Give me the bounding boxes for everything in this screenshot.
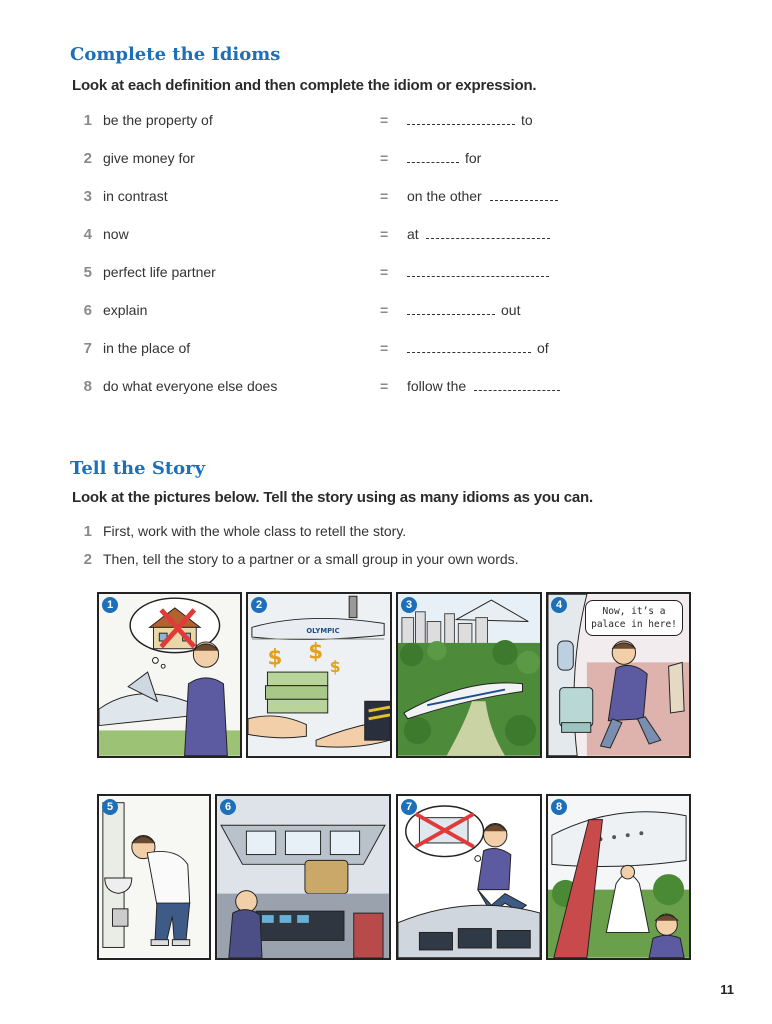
panel-number: 4 xyxy=(551,597,567,613)
panel-number: 8 xyxy=(551,799,567,815)
comic-panel-wedding xyxy=(546,794,691,960)
answer-blank[interactable] xyxy=(490,188,558,201)
comic-panel-cockpit xyxy=(215,794,391,960)
comic-panel-money xyxy=(246,592,392,758)
step-number: 2 xyxy=(83,551,92,568)
idiom-item xyxy=(0,264,772,286)
answer-prefix: follow the xyxy=(407,378,467,394)
idiom-item xyxy=(0,302,772,324)
equals-sign: = xyxy=(380,112,389,128)
item-number: 2 xyxy=(83,150,92,167)
panel-number: 6 xyxy=(220,799,236,815)
item-number: 6 xyxy=(83,302,92,319)
item-definition: be the property of xyxy=(103,112,213,128)
answer-suffix: to xyxy=(521,112,533,128)
illustration-buying-plane xyxy=(248,594,390,756)
item-definition: give money for xyxy=(103,150,195,166)
item-definition: in the place of xyxy=(103,340,191,356)
idiom-item xyxy=(0,150,772,172)
equals-sign: = xyxy=(380,188,389,204)
item-definition: explain xyxy=(103,302,148,318)
item-number: 7 xyxy=(83,340,92,357)
answer-blank[interactable] xyxy=(407,302,495,315)
panel-number: 2 xyxy=(251,597,267,613)
panel-number: 3 xyxy=(401,597,417,613)
answer-blank[interactable] xyxy=(426,226,550,239)
idiom-item xyxy=(0,378,772,400)
equals-sign: = xyxy=(380,302,389,318)
answer-blank[interactable] xyxy=(407,340,531,353)
comic-panel-bathroom xyxy=(97,794,211,960)
equals-sign: = xyxy=(380,378,389,394)
idiom-item xyxy=(0,340,772,362)
answer-blank[interactable] xyxy=(474,378,560,391)
comic-panel-thinking xyxy=(396,794,542,960)
svg-text:$: $ xyxy=(329,658,341,677)
idioms-instruction: Look at each definition and then complete the idiom or expression. xyxy=(72,77,537,94)
item-answer xyxy=(407,226,556,242)
panel-number: 5 xyxy=(102,799,118,815)
comic-panel-house xyxy=(97,592,242,758)
equals-sign: = xyxy=(380,340,389,356)
answer-prefix: at xyxy=(407,226,419,242)
illustration-washing-face xyxy=(99,796,209,958)
section-title-idioms: Complete the Idioms xyxy=(70,44,281,65)
answer-suffix: out xyxy=(501,302,521,318)
item-answer xyxy=(407,112,533,128)
item-number: 3 xyxy=(83,188,92,205)
illustration-plane-in-field xyxy=(398,594,540,756)
answer-suffix: for xyxy=(465,150,482,166)
item-number: 4 xyxy=(83,226,92,243)
idiom-item xyxy=(0,188,772,210)
item-answer xyxy=(407,150,481,166)
equals-sign: = xyxy=(380,226,389,242)
item-answer xyxy=(407,340,549,356)
item-answer xyxy=(407,378,566,394)
answer-blank[interactable] xyxy=(407,150,459,163)
panel-number: 1 xyxy=(102,597,118,613)
svg-text:$: $ xyxy=(267,645,283,671)
idiom-item xyxy=(0,112,772,134)
comic-panel-landscape xyxy=(396,592,542,758)
item-answer xyxy=(407,302,520,318)
step-number: 1 xyxy=(83,523,92,540)
item-number: 8 xyxy=(83,378,92,395)
item-definition: do what everyone else does xyxy=(103,378,278,394)
comic-panel-palace xyxy=(546,592,691,758)
answer-prefix: on the other xyxy=(407,188,482,204)
answer-suffix: of xyxy=(537,340,549,356)
illustration-dream-house xyxy=(99,594,240,756)
equals-sign: = xyxy=(380,150,389,166)
item-definition: now xyxy=(103,226,129,242)
equals-sign: = xyxy=(380,264,389,280)
illustration-cockpit-construction xyxy=(217,796,389,958)
item-number: 1 xyxy=(83,112,92,129)
svg-text:$: $ xyxy=(308,639,324,665)
idiom-item xyxy=(0,226,772,248)
illustration-bride-and-plane xyxy=(548,796,689,958)
item-definition: in contrast xyxy=(103,188,168,204)
answer-blank[interactable] xyxy=(407,264,549,277)
item-definition: perfect life partner xyxy=(103,264,216,280)
item-number: 5 xyxy=(83,264,92,281)
item-answer xyxy=(407,188,564,204)
panel-number: 7 xyxy=(401,799,417,815)
plane-livery-text: OLYMPIC xyxy=(306,627,340,636)
speech-bubble: Now, it’s a palace in here! xyxy=(585,600,683,636)
section-title-story: Tell the Story xyxy=(70,458,206,479)
page-number: 11 xyxy=(720,982,734,997)
item-answer xyxy=(407,264,555,280)
story-instruction: Look at the pictures below. Tell the story using as many idioms as you can. xyxy=(72,489,593,506)
step-text: Then, tell the story to a partner or a small group in your own words. xyxy=(103,551,519,567)
illustration-thought-bubble xyxy=(398,796,540,958)
step-text: First, work with the whole class to retell the story. xyxy=(103,523,407,539)
answer-blank[interactable] xyxy=(407,112,515,125)
